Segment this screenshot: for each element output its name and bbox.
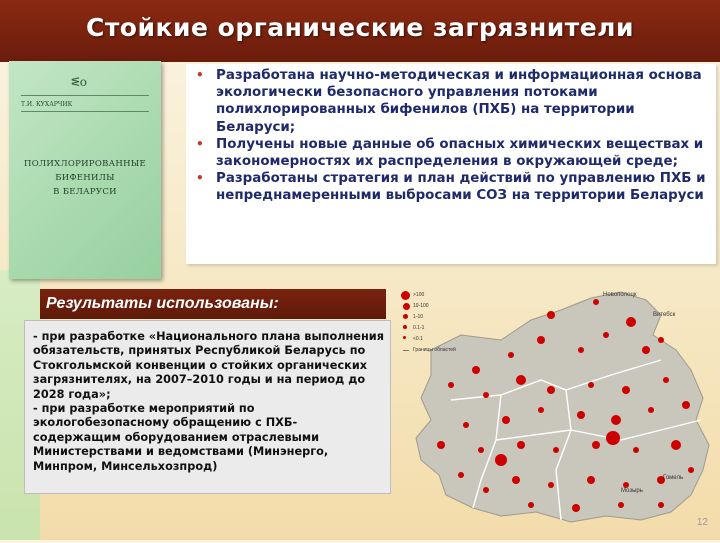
legend-boundary-icon bbox=[403, 350, 409, 351]
bullet-dot-icon: • bbox=[196, 171, 204, 186]
legend-item bbox=[403, 334, 481, 345]
book-author: Т.И. КУХАРЧИК bbox=[21, 101, 73, 108]
legend-swatch-icon bbox=[401, 291, 410, 300]
city-label: Гомель bbox=[663, 475, 684, 481]
city-label: Мозырь bbox=[621, 488, 643, 494]
legend-swatch-icon bbox=[403, 314, 408, 319]
legend-item bbox=[403, 301, 481, 312]
legend-label: 1-10 bbox=[413, 314, 424, 320]
city-label: Новополоцк bbox=[603, 292, 637, 298]
slide-title: Стойкие органические загрязнители bbox=[85, 13, 635, 42]
results-paragraph: - при разработке «Национального плана выполнения обязательств, принятых Республикой Беларусь по Стокгольмской конвенции о стойких органических загрязнителях, на 2007–2010 годы и на период до 2028 года»; bbox=[33, 330, 384, 401]
legend-item bbox=[403, 345, 481, 356]
list-item-text: Получены новые данные об опасных химических веществах и закономерностях их распределения в окружающей среде; bbox=[216, 136, 704, 170]
legend-label: <0.1 bbox=[413, 336, 423, 342]
legend-item bbox=[403, 312, 481, 323]
book-divider-line bbox=[21, 95, 149, 96]
legend-label: 10-100 bbox=[413, 303, 429, 309]
belarus-pollution-map bbox=[391, 280, 719, 538]
list-item-text: Разработана научно-методическая и информационная основа экологически безопасного управления потоками полихлорированных бифенилов (ПХБ) на территории Беларуси; bbox=[216, 68, 702, 135]
legend-item bbox=[403, 290, 481, 301]
legend-label: Границы областей bbox=[413, 347, 456, 353]
legend-item bbox=[403, 323, 481, 334]
book-title-line: В БЕЛАРУСИ bbox=[53, 187, 117, 197]
book-title-line: БИФЕНИЛЫ bbox=[55, 173, 115, 183]
city-label: Витебск bbox=[653, 312, 676, 318]
list-item-text: Разработаны стратегия и план действий по управлению ПХБ и непреднамеренными выбросами СОЗ на территории Беларуси bbox=[216, 171, 706, 204]
bullet-dot-icon: • bbox=[196, 136, 204, 151]
list-item bbox=[196, 136, 716, 170]
legend-swatch-icon bbox=[403, 325, 407, 329]
bullet-dot-icon: • bbox=[196, 68, 204, 82]
map-legend bbox=[403, 290, 481, 356]
achievements-list-box bbox=[186, 64, 716, 264]
page-number: 12 bbox=[696, 517, 708, 528]
list-item bbox=[196, 67, 716, 136]
book-publisher-logo: ᓬo bbox=[71, 75, 87, 89]
legend-label: >100 bbox=[413, 292, 425, 298]
results-text-box bbox=[24, 320, 391, 494]
title-bar bbox=[0, 0, 720, 62]
book-cover-image bbox=[9, 61, 161, 279]
legend-label: 0.1-1 bbox=[413, 325, 425, 331]
legend-swatch-icon bbox=[403, 303, 410, 310]
book-title bbox=[15, 157, 155, 199]
book-title-line: ПОЛИХЛОРИРОВАННЫЕ bbox=[24, 159, 146, 169]
list-item bbox=[196, 170, 716, 204]
results-heading: Результаты использованы: bbox=[40, 289, 386, 319]
results-paragraph: - при разработке мероприятий по экологобезопасному обращению с ПХБ-содержащим оборудованием отраслевыми Министерствами и ведомствами (Минэнерго, Минпром, Минсельхозпрод) bbox=[33, 402, 329, 473]
legend-swatch-icon bbox=[403, 336, 406, 339]
book-divider-line bbox=[21, 111, 149, 112]
